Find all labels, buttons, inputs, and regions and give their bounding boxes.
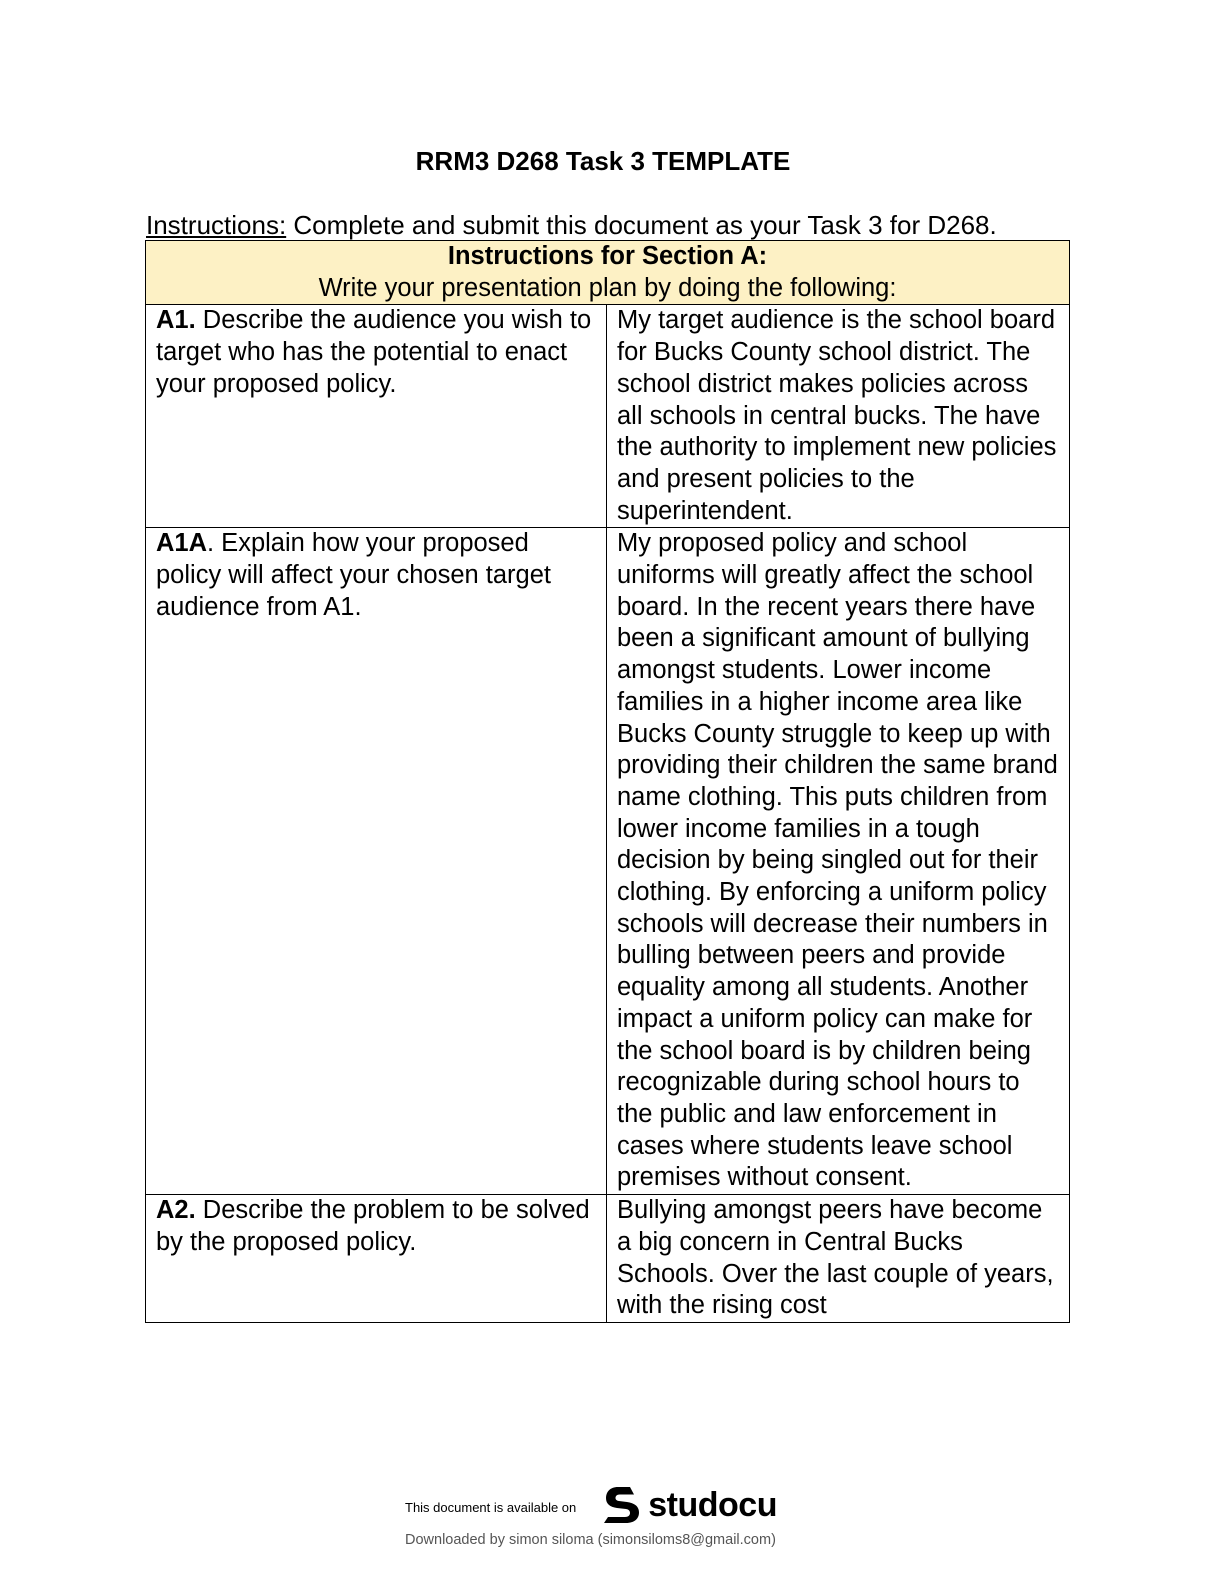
section-a-table bbox=[145, 240, 1070, 1323]
section-a-header-row bbox=[146, 241, 1070, 305]
prompt-label-a2: A2. bbox=[156, 1196, 196, 1225]
prompt-cell-a1 bbox=[146, 305, 607, 528]
instructions-line bbox=[146, 209, 997, 241]
response-cell-a1: My target audience is the school board for Bucks County school district. The school district makes policies across all schools in central bucks. The have the authority to implement new policies and present policies to the superintendent. bbox=[607, 305, 1070, 528]
section-a-header-title: Instructions for Section A: bbox=[447, 242, 768, 270]
studocu-logo-icon bbox=[600, 1483, 644, 1527]
table-row-a1a bbox=[146, 528, 1070, 1195]
prompt-cell-a1a bbox=[146, 528, 607, 1195]
prompt-label-a1: A1. bbox=[156, 306, 196, 335]
table-row-a1 bbox=[146, 305, 1070, 528]
document-title: RRM3 D268 Task 3 TEMPLATE bbox=[415, 146, 791, 176]
instructions-label: Instructions: bbox=[146, 210, 287, 240]
prompt-text-a2: Describe the problem to be solved by the proposed policy. bbox=[156, 1196, 590, 1256]
response-cell-a1a: My proposed policy and school uniforms will greatly affect the school board. In the recent years there have been a significant amount of bullying amongst students. Lower income families in a higher income area like Bucks County struggle to keep up with providing their children the same brand name clothing. This puts children from lower income families in a tough decision by being singled out for their clothing. By enforcing a uniform policy schools will decrease their numbers in bulling between peers and provide equality among all students. Another impact a uniform policy can make for the school board is by children being recognizable during school hours to the public and law enforcement in cases where students leave school premises without consent. bbox=[607, 528, 1070, 1195]
footer-banner[interactable] bbox=[405, 1480, 777, 1530]
footer-available-text: This document is available on bbox=[405, 1499, 577, 1515]
downloaded-by-text: Downloaded by simon siloma (simonsiloms8@gmail.com) bbox=[405, 1532, 776, 1548]
studocu-brand[interactable] bbox=[600, 1483, 777, 1527]
studocu-brand-name: studocu bbox=[648, 1485, 777, 1524]
prompt-cell-a2 bbox=[146, 1195, 607, 1323]
table-row-a2 bbox=[146, 1195, 1070, 1323]
prompt-text-a1a: . Explain how your proposed policy will affect your chosen target audience from A1. bbox=[156, 529, 551, 621]
prompt-text-a1: Describe the audience you wish to target who has the potential to enact your proposed policy. bbox=[156, 306, 592, 398]
instructions-text: Complete and submit this document as your Task 3 for D268. bbox=[286, 210, 997, 240]
response-cell-a2: Bullying amongst peers have become a big concern in Central Bucks Schools. Over the last couple of years, with the rising cost bbox=[607, 1195, 1070, 1323]
section-a-header bbox=[146, 241, 1070, 305]
prompt-label-a1a: A1A bbox=[156, 529, 208, 558]
section-a-header-subtitle: Write your presentation plan by doing the following: bbox=[318, 273, 897, 302]
